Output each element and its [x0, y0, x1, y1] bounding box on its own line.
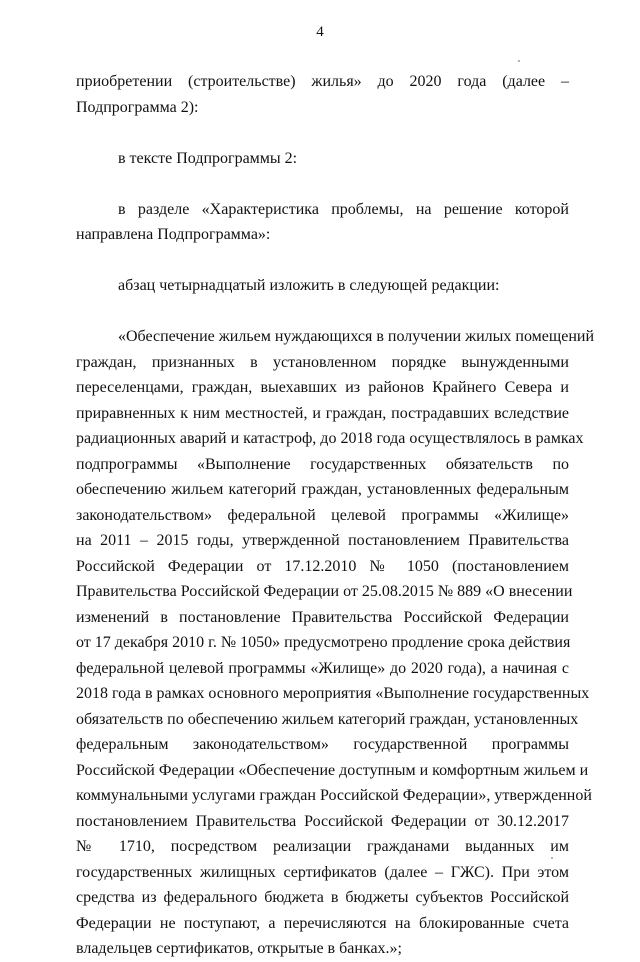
text-line: Подпрограмма 2):	[76, 98, 199, 116]
text-line: Федерации не поступают, а перечисляются на блокированные счета	[76, 914, 569, 932]
text-line: № 1710, посредством реализации гражданами выданных им	[76, 838, 569, 855]
text-line: изменений в постановление Правительства Российской Федерации	[76, 608, 569, 626]
page-number: 4	[316, 24, 324, 40]
text-line: федеральным законодательством» государственной программы	[76, 736, 569, 753]
text-line: приравненных к ним местностей, и граждан, пострадавших вследствие	[76, 404, 569, 422]
paragraph-spacing	[76, 248, 569, 274]
text-line: федеральной целевой программы «Жилище» до 2020 года), а начиная с	[76, 659, 569, 677]
text-line: Правительства Российской Федерации от 25.08.2015 № 889 «О внесении	[76, 583, 573, 600]
text-line: переселенцами, граждан, выехавших из районов Крайнего Севера и	[76, 379, 569, 396]
paragraph-subprogram-title-end	[76, 69, 569, 120]
document-body	[76, 69, 595, 962]
paragraph-amendment-instruction	[76, 273, 569, 299]
text-line: коммунальными услугами граждан Российской Федерации», утвержденной	[76, 787, 592, 804]
text-line: Российской Федерации «Обеспечение доступным и комфортным жильем и	[76, 761, 589, 779]
text-line: абзац четырнадцатый изложить в следующей редакции:	[118, 277, 500, 294]
text-line: приобретении (строительстве) жилья» до 2020 года (далее –	[76, 73, 569, 90]
paragraph-spacing	[76, 120, 569, 146]
paragraph-spacing	[76, 299, 569, 325]
text-line: в тексте Подпрограммы 2:	[118, 149, 298, 167]
text-line: Российской Федерации от 17.12.2010 № 1050 (постановлением	[76, 557, 569, 575]
text-line: направлена Подпрограмма»:	[76, 226, 271, 243]
text-line: государственных жилищных сертификатов (далее – ГЖС). При этом	[76, 863, 569, 881]
text-line: обеспечению жильем категорий граждан, установленных федеральным	[76, 481, 569, 498]
text-line: 2018 года в рамках основного мероприятия «Выполнение государственных	[76, 685, 590, 702]
text-line: подпрограммы «Выполнение государственных обязательств по	[76, 455, 569, 473]
text-line: обязательств по обеспечению жильем категорий граждан, установленных	[76, 710, 579, 728]
text-line: от 17 декабря 2010 г. № 1050» предусмотрено продление срока действия	[76, 634, 571, 651]
text-line: владельцев сертификатов, открытые в банках.»;	[76, 940, 402, 957]
paragraph-new-wording	[76, 324, 595, 962]
paragraph-in-text-of-subprogram	[76, 146, 569, 172]
text-line: граждан, признанных в установленном порядке вынужденными	[76, 353, 569, 371]
text-line: законодательством» федеральной целевой программы «Жилище»	[76, 506, 569, 524]
text-line: в разделе «Характеристика проблемы, на решение которой	[118, 200, 569, 218]
scan-speck	[518, 60, 520, 62]
paragraph-spacing	[76, 171, 569, 197]
text-line: радиационных аварий и катастроф, до 2018 года осуществлялось в рамках	[76, 430, 584, 447]
text-line: постановлением Правительства Российской Федерации от 30.12.2017	[76, 812, 569, 830]
paragraph-section-reference	[76, 197, 569, 248]
text-line: «Обеспечение жильем нуждающихся в получении жилых помещений	[118, 328, 595, 345]
text-line: на 2011 – 2015 годы, утвержденной постановлением Правительства	[76, 532, 569, 549]
text-line: средства из федерального бюджета в бюджеты субъектов Российской	[76, 889, 569, 906]
